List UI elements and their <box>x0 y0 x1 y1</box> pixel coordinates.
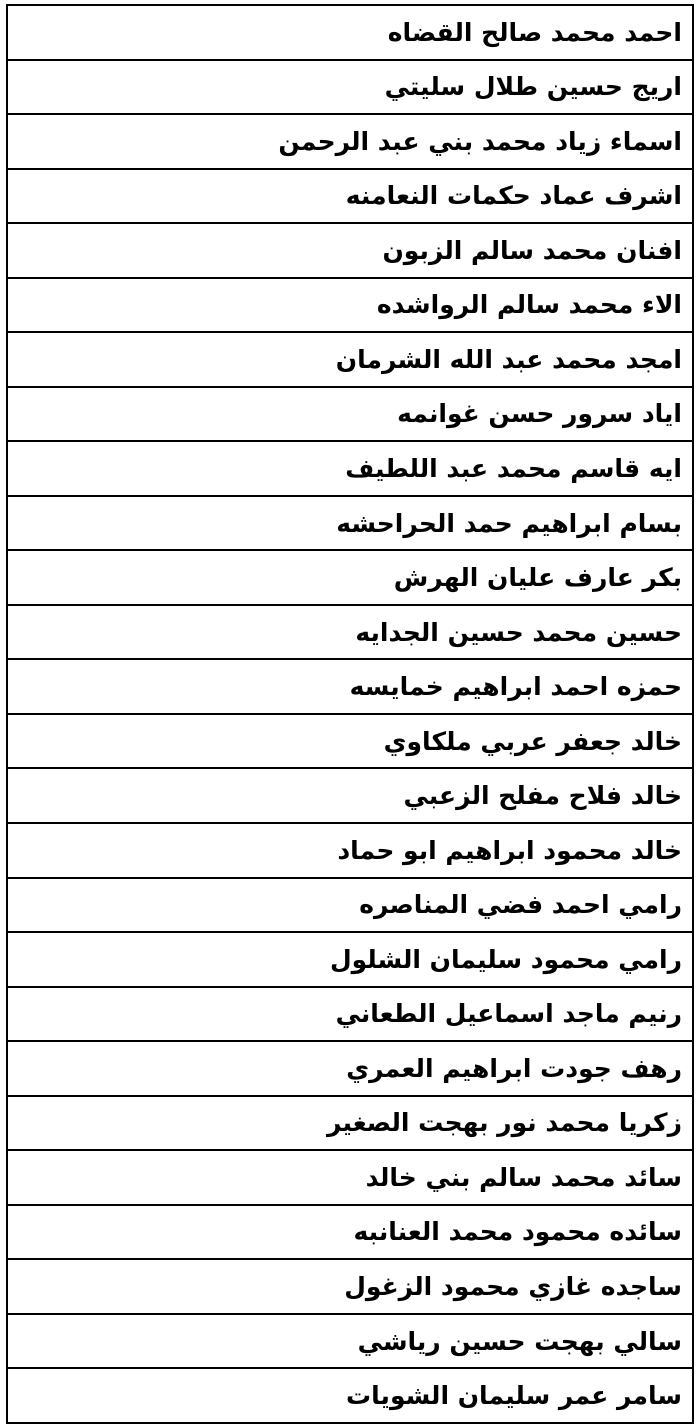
table-row <box>8 333 692 388</box>
table-row <box>8 1097 692 1152</box>
table-row <box>8 660 692 715</box>
name-cell: سامر عمر سليمان الشويات <box>346 1381 682 1411</box>
name-cell: بسام ابراهيم حمد الحراحشه <box>336 508 682 538</box>
table-row <box>8 115 692 170</box>
table-row <box>8 1315 692 1370</box>
name-cell: سائد محمد سالم بني خالد <box>365 1162 682 1192</box>
name-cell: حسين محمد حسين الجدايه <box>355 617 682 647</box>
table-row <box>8 551 692 606</box>
table-row <box>8 388 692 443</box>
name-cell: خالد محمود ابراهيم ابو حماد <box>337 835 682 865</box>
name-cell: الاء محمد سالم الرواشده <box>376 290 682 320</box>
table-row <box>8 606 692 661</box>
table-row <box>8 279 692 334</box>
table-row <box>8 1206 692 1261</box>
name-cell: بكر عارف عليان الهرش <box>393 563 682 593</box>
table-row <box>8 224 692 279</box>
name-cell: رنيم ماجد اسماعيل الطعاني <box>335 999 682 1029</box>
name-cell: افنان محمد سالم الزبون <box>382 235 682 265</box>
name-cell: امجد محمد عبد الله الشرمان <box>335 344 682 374</box>
name-cell: حمزه احمد ابراهيم خمايسه <box>349 672 682 702</box>
name-cell: ساجده غازي محمود الزغول <box>344 1271 682 1301</box>
name-cell: زكريا محمد نور بهجت الصغير <box>326 1108 682 1138</box>
name-cell: احمد محمد صالح القضاه <box>387 17 682 47</box>
name-cell: خالد فلاح مفلح الزعبي <box>403 781 682 811</box>
name-cell: خالد جعفر عربي ملكاوي <box>383 726 682 756</box>
name-cell: رهف جودت ابراهيم العمري <box>346 1053 682 1083</box>
table-row <box>8 497 692 552</box>
name-cell: اشرف عماد حكمات النعامنه <box>345 181 682 211</box>
name-cell: اياد سرور حسن غوانمه <box>397 399 682 429</box>
name-cell: ايه قاسم محمد عبد اللطيف <box>345 454 682 484</box>
table-row <box>8 988 692 1043</box>
name-cell: اسماء زياد محمد بني عبد الرحمن <box>278 126 682 156</box>
table-row <box>8 933 692 988</box>
table-row <box>8 1369 692 1422</box>
name-cell: سالي بهجت حسين رياشي <box>357 1326 682 1356</box>
table-row <box>8 824 692 879</box>
names-table <box>6 4 694 1424</box>
table-row <box>8 769 692 824</box>
name-cell: رامي احمد فضي المناصره <box>359 890 682 920</box>
table-row <box>8 715 692 770</box>
table-row <box>8 61 692 116</box>
name-cell: سائده محمود محمد العنانبه <box>353 1217 682 1247</box>
table-row <box>8 442 692 497</box>
name-cell: اريج حسين طلال سليتي <box>384 72 682 102</box>
table-row <box>8 879 692 934</box>
table-row <box>8 1042 692 1097</box>
table-row <box>8 1151 692 1206</box>
table-row <box>8 1260 692 1315</box>
table-row <box>8 6 692 61</box>
name-cell: رامي محمود سليمان الشلول <box>329 944 682 974</box>
table-row <box>8 170 692 225</box>
